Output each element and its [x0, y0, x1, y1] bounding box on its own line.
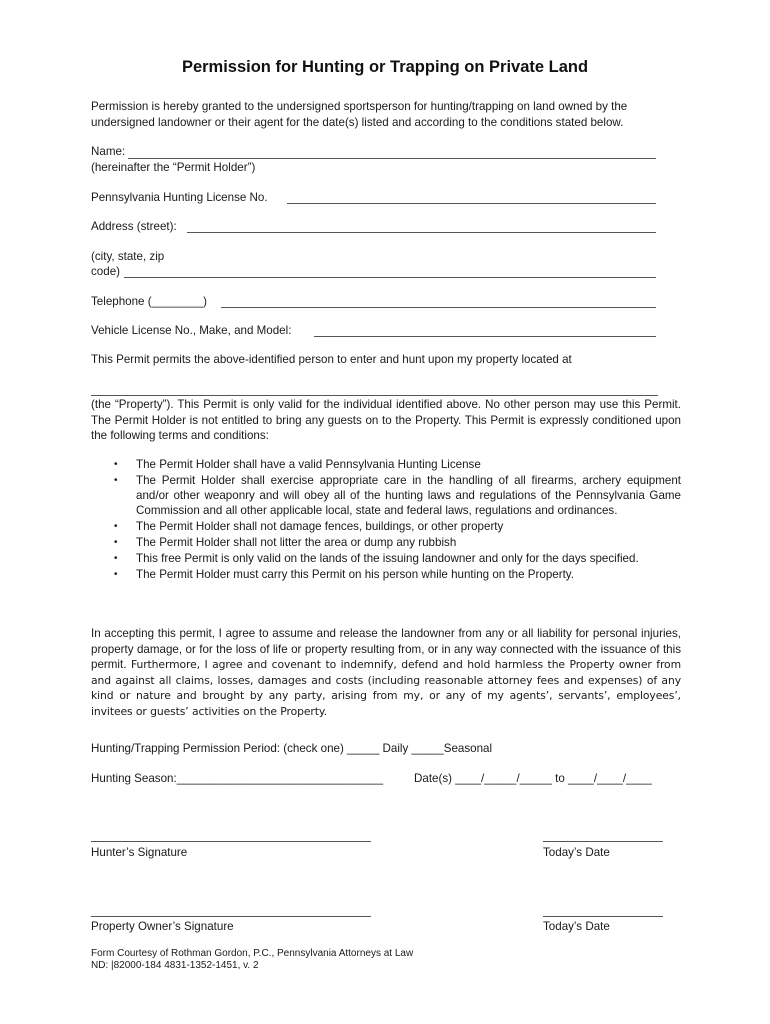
license-input-line[interactable] [287, 203, 656, 204]
term-text: The Permit Holder shall exercise appropriate care in the handling of all firearms, archery equipment and/or other weaponry and will obey all of the hunting laws and regulations of the Pennsylvania Game Commission and all other applicable local, state and federal laws, regulations and ordinances. [136, 474, 681, 517]
telephone-input-line[interactable] [221, 307, 656, 308]
telephone-label: Telephone (________) [91, 295, 208, 308]
list-item [91, 567, 681, 582]
owner-date-label: Today’s Date [543, 920, 610, 933]
owner-signature-label: Property Owner’s Signature [91, 920, 234, 933]
list-item [91, 519, 681, 534]
property-paragraph: (the “Property”). This Permit is only valid for the individual identified above. No other person may use this Permit. The Permit Holder is not entitled to bring any guests on to the Property. This Permit is expressly conditioned upon the following terms and conditions: [91, 398, 681, 442]
terms-list [91, 457, 681, 582]
license-label: Pennsylvania Hunting License No. [91, 191, 268, 204]
release-text-part2: Furthermore, I agree and covenant to indemnify, defend and hold harmless the Property owner from and against all claims, losses, damages and costs (including reasonable attorney fees and expenses) of any kind or nature and brought by any party, arising from my, or any of my agents’, servants’, employees’, invitees or guests’ activities on the Property. [91, 658, 681, 718]
list-item [91, 535, 681, 550]
address-label: Address (street): [91, 220, 177, 233]
form-title: Permission for Hunting or Trapping on Private Land [181, 58, 589, 76]
term-text: The Permit Holder shall have a valid Pennsylvania Hunting License [136, 458, 481, 471]
term-text: The Permit Holder shall not damage fences, buildings, or other property [136, 520, 504, 533]
list-item [91, 473, 681, 518]
owner-date-line[interactable] [543, 916, 663, 917]
footer-courtesy: Form Courtesy of Rothman Gordon, P.C., Pennsylvania Attorneys at Law [91, 948, 414, 959]
term-text: This free Permit is only valid on the lands of the issuing landowner and only for the days specified. [136, 552, 639, 565]
vehicle-input-line[interactable] [314, 336, 656, 337]
release-text-part1: In accepting this permit, I agree to assume and release the landowner from any or all liability for personal injuries, property damage, or for the loss of life or property resulting from, or in any way connected with the issuance of this permit. [91, 627, 681, 672]
city-label-line1: (city, state, zip [91, 250, 165, 263]
footer-doc-number: ND: |82000-184 4831-1352-1451, v. 2 [91, 960, 259, 971]
intro-paragraph: Permission is hereby granted to the undersigned sportsperson for hunting/trapping on land owned by the undersigned landowner or their agent for the date(s) listed and according to the conditions stated below. [91, 100, 628, 129]
list-item [91, 551, 681, 566]
name-label: Name: [91, 145, 126, 158]
property-location-line[interactable] [91, 395, 658, 396]
bullet-icon: • [114, 569, 118, 580]
permit-statement: This Permit permits the above-identified person to enter and hunt upon my property located at [91, 353, 572, 366]
permit-holder-note: (hereinafter the “Permit Holder”) [91, 161, 256, 174]
release-paragraph [91, 626, 681, 720]
address-input-line[interactable] [187, 232, 656, 233]
permission-period-line: Hunting/Trapping Permission Period: (check one) _____ Daily _____Seasonal [91, 742, 493, 755]
hunter-date-label: Today’s Date [543, 846, 610, 859]
vehicle-label: Vehicle License No., Make, and Model: [91, 324, 292, 337]
bullet-icon: • [114, 459, 118, 470]
city-label-line2: code) [91, 265, 121, 278]
bullet-icon: • [114, 475, 118, 486]
city-input-line[interactable] [124, 277, 656, 278]
name-input-line[interactable] [128, 158, 656, 159]
dates-label: Date(s) ____/_____/_____ to ____/____/____ [414, 772, 652, 785]
term-text: The Permit Holder shall not litter the area or dump any rubbish [136, 536, 457, 549]
hunting-season-label: Hunting Season:________________________________ [91, 772, 384, 785]
bullet-icon: • [114, 553, 118, 564]
hunter-signature-label: Hunter’s Signature [91, 846, 188, 859]
owner-signature-line[interactable] [91, 916, 371, 917]
hunter-date-line[interactable] [543, 841, 663, 842]
bullet-icon: • [114, 537, 118, 548]
term-text: The Permit Holder must carry this Permit on his person while hunting on the Property. [136, 568, 574, 581]
hunter-signature-line[interactable] [91, 841, 371, 842]
list-item [91, 457, 681, 472]
bullet-icon: • [114, 521, 118, 532]
